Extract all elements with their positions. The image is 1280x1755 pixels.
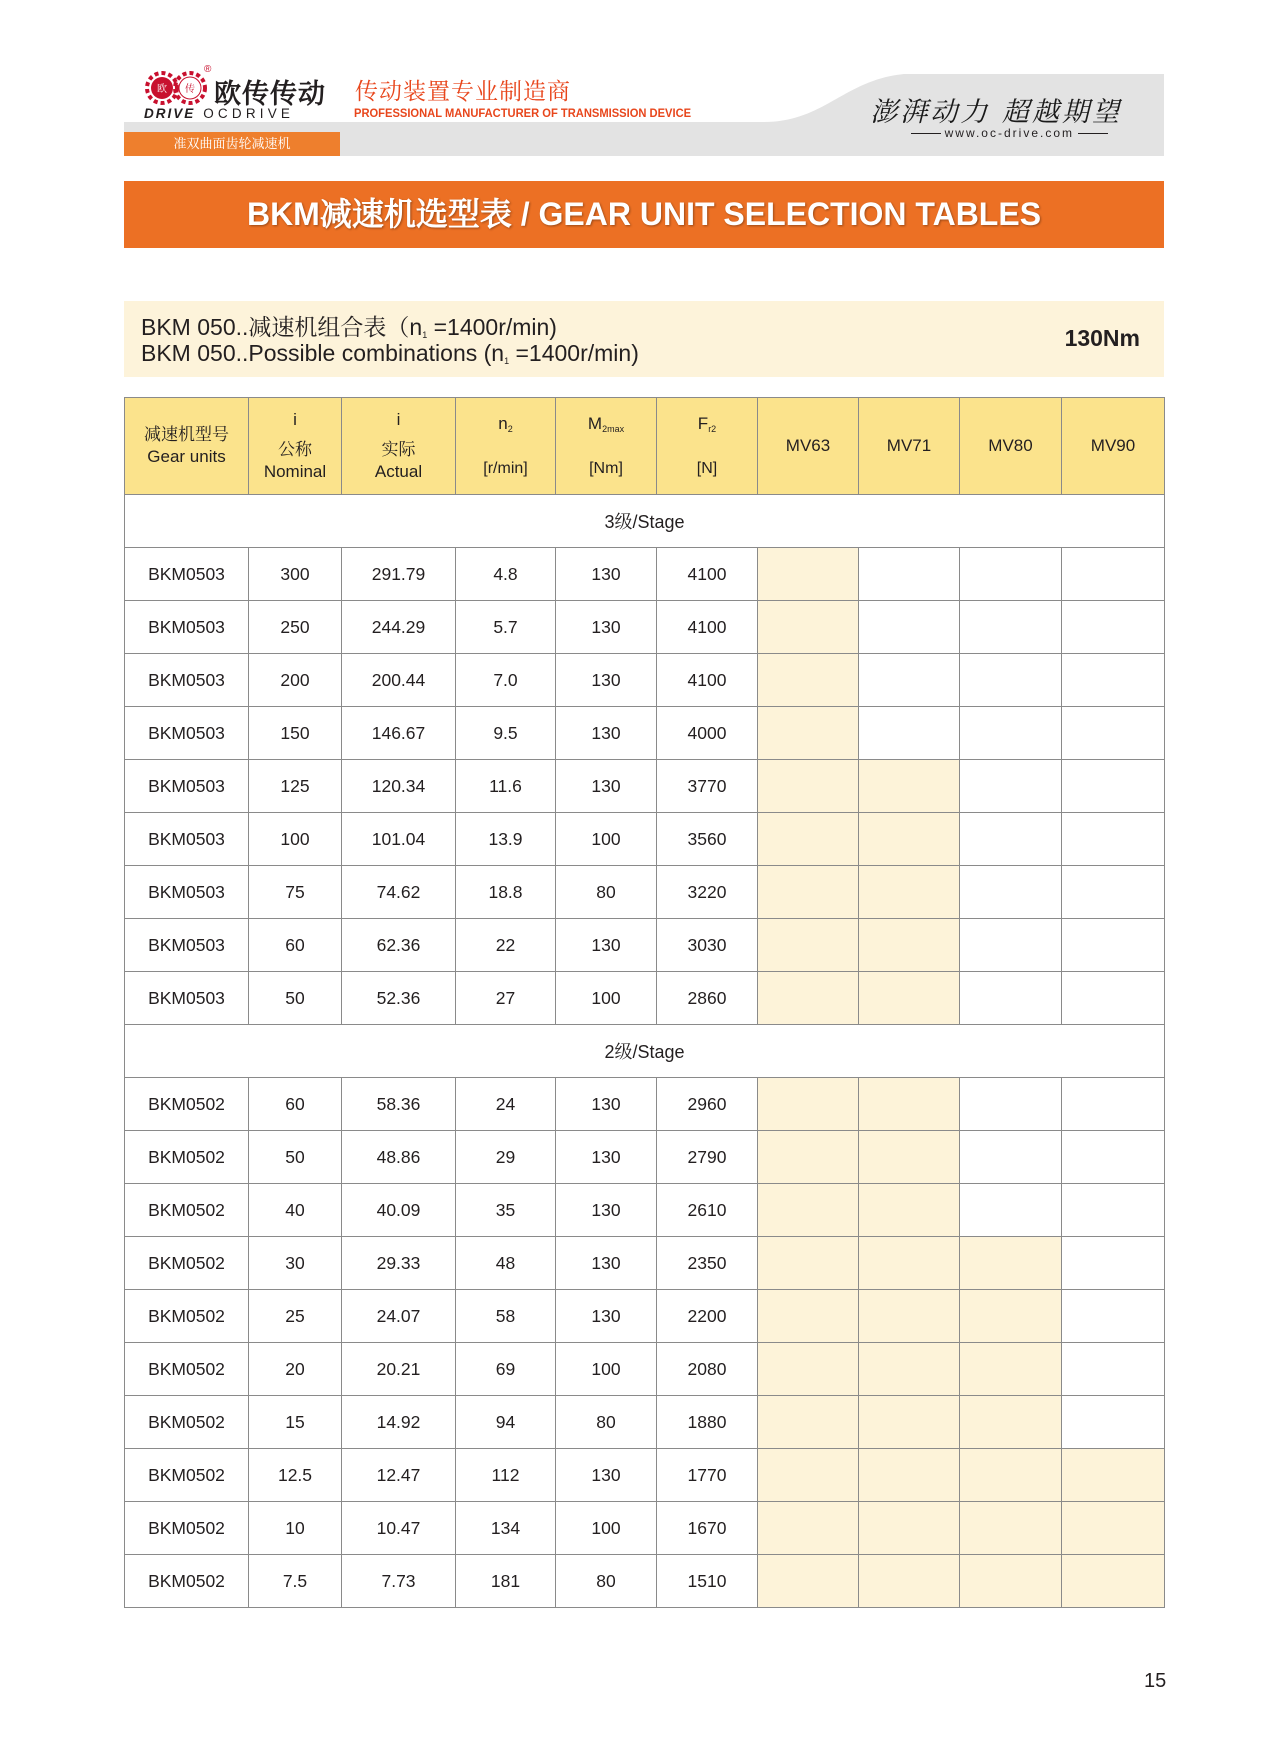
cell-i-actual: 52.36	[342, 972, 456, 1025]
cell-i-nominal: 25	[249, 1290, 342, 1343]
table-row	[125, 1131, 1165, 1184]
table-row	[125, 919, 1165, 972]
cell-n2: 18.8	[456, 866, 556, 919]
cell-fr2: 3030	[657, 919, 758, 972]
cell-gear-unit: BKM0503	[125, 866, 249, 919]
header-motor-mv80: MV80	[960, 398, 1062, 495]
cell-motor-mv63-available	[758, 1396, 859, 1449]
cell-i-actual: 120.34	[342, 760, 456, 813]
cell-fr2: 2080	[657, 1343, 758, 1396]
cell-n2: 5.7	[456, 601, 556, 654]
cell-motor-mv63-available	[758, 601, 859, 654]
cell-motor-mv71-available	[859, 972, 960, 1025]
cell-i-actual: 29.33	[342, 1237, 456, 1290]
website-url: www.oc-drive.com	[907, 126, 1112, 140]
cell-i-nominal: 300	[249, 548, 342, 601]
cell-m2max: 130	[556, 1290, 657, 1343]
cell-i-actual: 244.29	[342, 601, 456, 654]
cell-motor-mv71-available	[859, 760, 960, 813]
cell-motor-mv71-available	[859, 1131, 960, 1184]
cell-motor-mv80-unavailable	[960, 654, 1062, 707]
cell-m2max: 80	[556, 1555, 657, 1608]
cell-fr2: 4100	[657, 548, 758, 601]
cell-motor-mv90-unavailable	[1062, 1396, 1165, 1449]
cell-fr2: 3220	[657, 866, 758, 919]
cell-motor-mv71-available	[859, 813, 960, 866]
cell-motor-mv80-available	[960, 1555, 1062, 1608]
cell-m2max: 130	[556, 707, 657, 760]
cell-motor-mv71-available	[859, 1078, 960, 1131]
cell-motor-mv71-unavailable	[859, 548, 960, 601]
cell-motor-mv90-unavailable	[1062, 548, 1165, 601]
cell-gear-unit: BKM0503	[125, 972, 249, 1025]
cell-motor-mv90-unavailable	[1062, 601, 1165, 654]
cell-i-nominal: 50	[249, 972, 342, 1025]
table-row	[125, 1396, 1165, 1449]
cell-n2: 48	[456, 1237, 556, 1290]
cell-motor-mv63-available	[758, 707, 859, 760]
cell-fr2: 1510	[657, 1555, 758, 1608]
header-fr2: $F_{r2}$ [N]	[657, 398, 758, 495]
logo-english-name: DRIVE OCDRIVE	[144, 106, 295, 121]
cell-n2: 35	[456, 1184, 556, 1237]
cell-motor-mv71-available	[859, 866, 960, 919]
company-logo	[144, 64, 326, 126]
header-motor-mv90: MV90	[1062, 398, 1165, 495]
stage-label: 3级/Stage	[125, 495, 1165, 548]
header-motor-mv71: MV71	[859, 398, 960, 495]
cell-i-nominal: 250	[249, 601, 342, 654]
cell-n2: 69	[456, 1343, 556, 1396]
cell-i-actual: 74.62	[342, 866, 456, 919]
cell-motor-mv80-unavailable	[960, 601, 1062, 654]
cell-motor-mv63-available	[758, 654, 859, 707]
cell-i-actual: 14.92	[342, 1396, 456, 1449]
header-i-actual: i 实际 Actual	[342, 398, 456, 495]
cell-motor-mv90-available	[1062, 1555, 1165, 1608]
cell-motor-mv63-available	[758, 1502, 859, 1555]
cell-motor-mv80-unavailable	[960, 1131, 1062, 1184]
cell-m2max: 130	[556, 1449, 657, 1502]
cell-n2: 112	[456, 1449, 556, 1502]
cell-gear-unit: BKM0502	[125, 1343, 249, 1396]
header-gear-units: 减速机型号 Gear units	[125, 398, 249, 495]
cell-fr2: 4100	[657, 601, 758, 654]
cell-motor-mv71-unavailable	[859, 654, 960, 707]
cell-n2: 134	[456, 1502, 556, 1555]
cell-i-nominal: 150	[249, 707, 342, 760]
cell-motor-mv80-available	[960, 1343, 1062, 1396]
cell-motor-mv71-available	[859, 919, 960, 972]
cell-i-nominal: 10	[249, 1502, 342, 1555]
cell-gear-unit: BKM0502	[125, 1396, 249, 1449]
header-m2max: $M_{2max}$ [Nm]	[556, 398, 657, 495]
cell-n2: 181	[456, 1555, 556, 1608]
table-body	[125, 495, 1165, 1608]
cell-motor-mv90-unavailable	[1062, 919, 1165, 972]
cell-m2max: 130	[556, 1237, 657, 1290]
combination-info-band	[124, 301, 1164, 377]
cell-motor-mv90-unavailable	[1062, 1184, 1165, 1237]
cell-i-actual: 20.21	[342, 1343, 456, 1396]
cell-i-actual: 7.73	[342, 1555, 456, 1608]
cell-motor-mv90-unavailable	[1062, 654, 1165, 707]
slogan-english: PROFESSIONAL MANUFACTURER OF TRANSMISSION DEVICE	[354, 106, 692, 120]
cell-motor-mv63-available	[758, 813, 859, 866]
cell-motor-mv80-available	[960, 1449, 1062, 1502]
cell-motor-mv63-available	[758, 919, 859, 972]
cell-gear-unit: BKM0502	[125, 1449, 249, 1502]
header-i-nominal: i 公称 Nominal	[249, 398, 342, 495]
cell-gear-unit: BKM0503	[125, 813, 249, 866]
cell-i-nominal: 30	[249, 1237, 342, 1290]
cell-i-actual: 24.07	[342, 1290, 456, 1343]
cell-fr2: 2200	[657, 1290, 758, 1343]
stage-row	[125, 495, 1165, 548]
cell-motor-mv63-available	[758, 1078, 859, 1131]
table-row	[125, 1502, 1165, 1555]
cell-motor-mv90-unavailable	[1062, 1237, 1165, 1290]
cell-i-nominal: 12.5	[249, 1449, 342, 1502]
slogan-chinese: 传动装置专业制造商	[355, 78, 571, 104]
cell-fr2: 1670	[657, 1502, 758, 1555]
page-header	[124, 64, 1164, 156]
selection-table	[124, 397, 1165, 1608]
logo-chinese-name: 欧传传动	[214, 79, 326, 109]
cell-motor-mv90-unavailable	[1062, 1131, 1165, 1184]
cell-motor-mv71-available	[859, 1396, 960, 1449]
cell-motor-mv71-unavailable	[859, 707, 960, 760]
cell-n2: 7.0	[456, 654, 556, 707]
cell-m2max: 100	[556, 813, 657, 866]
info-line-english: BKM 050..Possible combinations $(n_1 =1400r/\min)$	[141, 340, 639, 366]
cell-i-actual: 40.09	[342, 1184, 456, 1237]
cell-m2max: 80	[556, 866, 657, 919]
cell-motor-mv80-unavailable	[960, 813, 1062, 866]
cell-motor-mv71-available	[859, 1502, 960, 1555]
page-number: 15	[1144, 1670, 1167, 1692]
cell-fr2: 2610	[657, 1184, 758, 1237]
cell-motor-mv80-available	[960, 1237, 1062, 1290]
cell-fr2: 1770	[657, 1449, 758, 1502]
cell-motor-mv90-unavailable	[1062, 1078, 1165, 1131]
cell-motor-mv90-unavailable	[1062, 1290, 1165, 1343]
cell-n2: 27	[456, 972, 556, 1025]
cell-motor-mv80-unavailable	[960, 919, 1062, 972]
table-row	[125, 601, 1165, 654]
cell-i-nominal: 125	[249, 760, 342, 813]
cell-motor-mv90-unavailable	[1062, 972, 1165, 1025]
cell-motor-mv63-available	[758, 1343, 859, 1396]
info-line-chinese: BKM 050..减速机组合表$(n_1 =1400r/\min)$	[141, 314, 557, 340]
cell-motor-mv80-available	[960, 1396, 1062, 1449]
table-row	[125, 654, 1165, 707]
cell-gear-unit: BKM0502	[125, 1184, 249, 1237]
cell-motor-mv71-available	[859, 1237, 960, 1290]
cell-motor-mv63-available	[758, 1290, 859, 1343]
cell-n2: 9.5	[456, 707, 556, 760]
cell-motor-mv90-available	[1062, 1502, 1165, 1555]
cell-motor-mv80-unavailable	[960, 1184, 1062, 1237]
cell-m2max: 100	[556, 972, 657, 1025]
cell-fr2: 4100	[657, 654, 758, 707]
cell-fr2: 2350	[657, 1237, 758, 1290]
cell-m2max: 130	[556, 654, 657, 707]
cell-n2: 94	[456, 1396, 556, 1449]
cell-motor-mv80-unavailable	[960, 1078, 1062, 1131]
stage-label: 2级/Stage	[125, 1025, 1165, 1078]
cell-i-nominal: 7.5	[249, 1555, 342, 1608]
cell-fr2: 3560	[657, 813, 758, 866]
cell-motor-mv80-unavailable	[960, 972, 1062, 1025]
gear-logo-icon	[144, 70, 210, 110]
table-row	[125, 1237, 1165, 1290]
cell-motor-mv71-available	[859, 1449, 960, 1502]
cell-n2: 22	[456, 919, 556, 972]
cell-motor-mv80-unavailable	[960, 548, 1062, 601]
cell-motor-mv63-available	[758, 1555, 859, 1608]
cell-gear-unit: BKM0502	[125, 1237, 249, 1290]
header-n2: $n_2$ [r/min]	[456, 398, 556, 495]
stage-row	[125, 1025, 1165, 1078]
cell-motor-mv80-available	[960, 1502, 1062, 1555]
cell-i-nominal: 40	[249, 1184, 342, 1237]
cell-motor-mv90-unavailable	[1062, 760, 1165, 813]
cell-motor-mv63-available	[758, 760, 859, 813]
cell-i-actual: 200.44	[342, 654, 456, 707]
cell-n2: 24	[456, 1078, 556, 1131]
cell-motor-mv80-available	[960, 1290, 1062, 1343]
cell-motor-mv90-available	[1062, 1449, 1165, 1502]
cell-i-nominal: 100	[249, 813, 342, 866]
cell-fr2: 3770	[657, 760, 758, 813]
cell-fr2: 2790	[657, 1131, 758, 1184]
cell-i-nominal: 50	[249, 1131, 342, 1184]
cell-m2max: 130	[556, 548, 657, 601]
cell-fr2: 1880	[657, 1396, 758, 1449]
cell-i-nominal: 20	[249, 1343, 342, 1396]
cell-i-actual: 101.04	[342, 813, 456, 866]
cell-i-actual: 58.36	[342, 1078, 456, 1131]
cell-fr2: 2960	[657, 1078, 758, 1131]
cell-motor-mv63-available	[758, 866, 859, 919]
cell-m2max: 130	[556, 1131, 657, 1184]
cell-n2: 29	[456, 1131, 556, 1184]
registered-mark: ®	[204, 64, 212, 75]
cell-m2max: 130	[556, 919, 657, 972]
cell-n2: 58	[456, 1290, 556, 1343]
table-row	[125, 1078, 1165, 1131]
category-tab: 准双曲面齿轮减速机	[124, 132, 340, 156]
table-row	[125, 760, 1165, 813]
cell-motor-mv71-available	[859, 1343, 960, 1396]
cell-motor-mv90-unavailable	[1062, 1343, 1165, 1396]
cell-motor-mv63-available	[758, 1449, 859, 1502]
cell-motor-mv63-available	[758, 1131, 859, 1184]
cell-gear-unit: BKM0502	[125, 1555, 249, 1608]
cell-gear-unit: BKM0503	[125, 707, 249, 760]
cell-gear-unit: BKM0502	[125, 1078, 249, 1131]
table-header-row	[125, 398, 1165, 495]
cell-motor-mv80-unavailable	[960, 760, 1062, 813]
cell-n2: 13.9	[456, 813, 556, 866]
cell-motor-mv71-unavailable	[859, 601, 960, 654]
cell-m2max: 130	[556, 601, 657, 654]
page-title: BKM减速机选型表 / GEAR UNIT SELECTION TABLES	[124, 181, 1164, 248]
cell-motor-mv90-unavailable	[1062, 813, 1165, 866]
table-row	[125, 972, 1165, 1025]
cell-gear-unit: BKM0502	[125, 1290, 249, 1343]
svg-text:欧: 欧	[157, 84, 167, 95]
cell-m2max: 130	[556, 1078, 657, 1131]
cell-motor-mv63-available	[758, 1184, 859, 1237]
cell-m2max: 130	[556, 760, 657, 813]
cell-i-actual: 146.67	[342, 707, 456, 760]
cell-m2max: 80	[556, 1396, 657, 1449]
cell-motor-mv90-unavailable	[1062, 707, 1165, 760]
cell-i-nominal: 15	[249, 1396, 342, 1449]
header-motor-mv63: MV63	[758, 398, 859, 495]
table-row	[125, 707, 1165, 760]
cell-n2: 4.8	[456, 548, 556, 601]
cell-gear-unit: BKM0502	[125, 1131, 249, 1184]
table-row	[125, 866, 1165, 919]
cell-gear-unit: BKM0503	[125, 760, 249, 813]
cell-i-nominal: 60	[249, 919, 342, 972]
cell-i-actual: 10.47	[342, 1502, 456, 1555]
table-row	[125, 1555, 1165, 1608]
cell-n2: 11.6	[456, 760, 556, 813]
cell-gear-unit: BKM0503	[125, 548, 249, 601]
cell-motor-mv90-unavailable	[1062, 866, 1165, 919]
cell-gear-unit: BKM0503	[125, 654, 249, 707]
cell-gear-unit: BKM0502	[125, 1502, 249, 1555]
cell-i-actual: 291.79	[342, 548, 456, 601]
table-row	[125, 548, 1165, 601]
table-row	[125, 1184, 1165, 1237]
svg-text:传: 传	[185, 84, 195, 95]
cell-i-nominal: 200	[249, 654, 342, 707]
cell-i-actual: 12.47	[342, 1449, 456, 1502]
cell-motor-mv63-available	[758, 972, 859, 1025]
cell-motor-mv63-available	[758, 1237, 859, 1290]
cell-motor-mv71-available	[859, 1184, 960, 1237]
cell-i-nominal: 60	[249, 1078, 342, 1131]
cell-m2max: 100	[556, 1502, 657, 1555]
cell-motor-mv80-unavailable	[960, 866, 1062, 919]
cell-m2max: 130	[556, 1184, 657, 1237]
max-torque-label: 130Nm	[1064, 325, 1140, 351]
cell-gear-unit: BKM0503	[125, 919, 249, 972]
cell-i-actual: 62.36	[342, 919, 456, 972]
cell-m2max: 100	[556, 1343, 657, 1396]
table-row	[125, 813, 1165, 866]
cell-fr2: 4000	[657, 707, 758, 760]
cell-motor-mv63-available	[758, 548, 859, 601]
brand-motto: 澎湃动力 超越期望	[870, 97, 1122, 128]
table-row	[125, 1449, 1165, 1502]
cell-gear-unit: BKM0503	[125, 601, 249, 654]
cell-motor-mv71-available	[859, 1555, 960, 1608]
table-row	[125, 1343, 1165, 1396]
cell-i-nominal: 75	[249, 866, 342, 919]
cell-fr2: 2860	[657, 972, 758, 1025]
table-row	[125, 1290, 1165, 1343]
cell-motor-mv80-unavailable	[960, 707, 1062, 760]
cell-motor-mv71-available	[859, 1290, 960, 1343]
cell-i-actual: 48.86	[342, 1131, 456, 1184]
